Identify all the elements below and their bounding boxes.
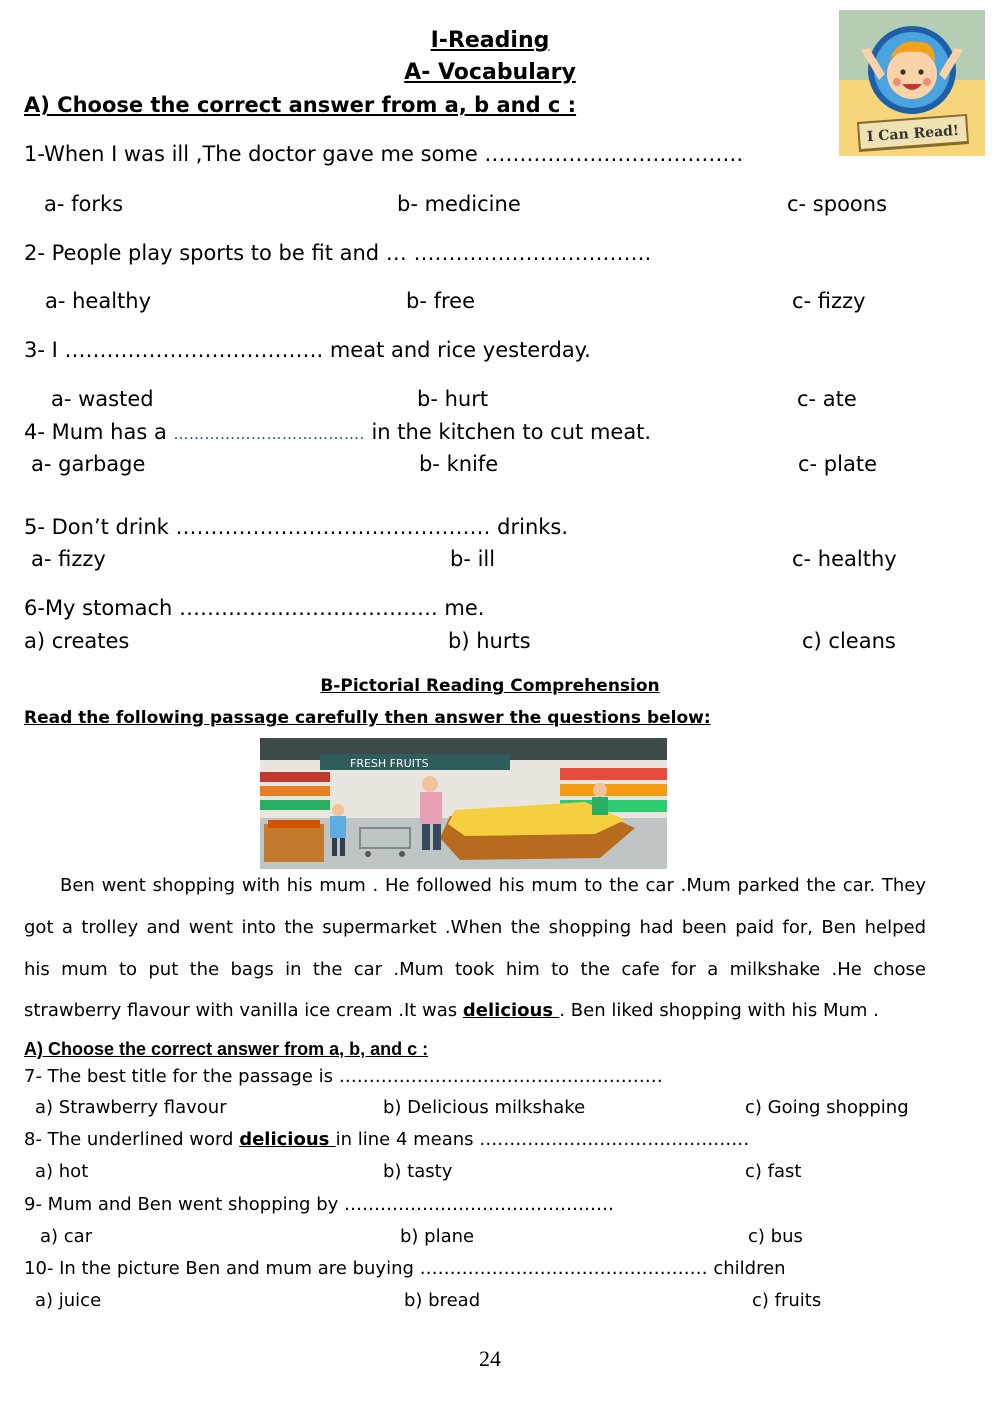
q8-option-b[interactable]: b) tasty — [383, 1161, 453, 1182]
q2-option-a[interactable]: a- healthy — [45, 289, 152, 313]
q9-option-a[interactable]: a) car — [40, 1226, 93, 1247]
part-b-instruction: Read the following passage carefully then answer the questions below: — [24, 708, 711, 728]
supermarket-illustration — [260, 738, 667, 869]
q5-option-c[interactable]: c- healthy — [792, 547, 897, 571]
q4-text-start: 4- Mum has a — [24, 420, 174, 444]
part-b-title: B-Pictorial Reading Comprehension — [320, 676, 660, 696]
question-2: 2- People play sports to be fit and … ……………………………. — [24, 241, 652, 265]
reading-kid-icon — [839, 10, 985, 156]
question-9: 9- Mum and Ben went shopping by ……………………………………… — [24, 1194, 614, 1215]
i-can-read-logo — [839, 10, 985, 156]
q3-option-a[interactable]: a- wasted — [51, 387, 154, 411]
question-6: 6-My stomach ………………………………. me. — [24, 596, 485, 620]
supermarket-picture — [260, 738, 667, 869]
q1-option-a[interactable]: a- forks — [44, 192, 124, 216]
q2-option-b[interactable]: b- free — [406, 289, 475, 313]
q9-option-c[interactable]: c) bus — [748, 1226, 803, 1247]
page-number: 24 — [479, 1346, 501, 1371]
passage-line-4-start: strawberry flavour with vanilla ice cream .It was — [24, 1000, 463, 1021]
question-4 — [24, 420, 651, 444]
underlined-word-delicious: delicious — [462, 1000, 560, 1021]
q4-option-a[interactable]: a- garbage — [31, 452, 146, 476]
vocab-instruction: A) Choose the correct answer from a, b and c : — [24, 93, 577, 117]
q9-option-b[interactable]: b) plane — [400, 1226, 475, 1247]
page-title: I-Reading — [430, 28, 550, 53]
q4-option-b[interactable]: b- knife — [419, 452, 499, 476]
q4-option-c[interactable]: c- plate — [798, 452, 877, 476]
q5-option-a[interactable]: a- fizzy — [31, 547, 106, 571]
q5-option-b[interactable]: b- ill — [450, 547, 496, 571]
q8-text-end: in line 4 means ……………………………………… — [335, 1129, 750, 1150]
q8-option-c[interactable]: c) fast — [745, 1161, 802, 1182]
q1-option-b[interactable]: b- medicine — [397, 192, 521, 216]
q4-text-end: in the kitchen to cut meat. — [364, 420, 652, 444]
q7-option-b[interactable]: b) Delicious milkshake — [383, 1097, 586, 1118]
passage-line-3 — [24, 959, 926, 980]
q8-underlined-word: delicious — [239, 1129, 336, 1150]
q6-option-b[interactable]: b) hurts — [448, 629, 531, 653]
q2-option-c[interactable]: c- fizzy — [792, 289, 866, 313]
passage-line-4-end: . Ben liked shopping with his Mum . — [559, 1000, 879, 1021]
q1-option-c[interactable]: c- spoons — [787, 192, 888, 216]
passage-line-2-text: got a trolley and went into the supermarket .When the shopping had been paid for, Ben helped — [24, 917, 926, 938]
question-1: 1-When I was ill ,The doctor gave me some ………………………………. — [24, 142, 744, 166]
q7-option-a[interactable]: a) Strawberry flavour — [35, 1097, 227, 1118]
q8-text-start: 8- The underlined word — [24, 1129, 240, 1150]
question-7: 7- The best title for the passage is ……………………………………………… — [24, 1066, 663, 1087]
q7-option-c[interactable]: c) Going shopping — [745, 1097, 909, 1118]
q10-option-b[interactable]: b) bread — [404, 1290, 481, 1311]
logo-text: I Can Read! — [866, 122, 960, 146]
q10-option-c[interactable]: c) fruits — [752, 1290, 822, 1311]
question-3: 3- I ………………………………. meat and rice yesterday. — [24, 338, 591, 362]
q3-option-c[interactable]: c- ate — [797, 387, 857, 411]
section-subtitle: A- Vocabulary — [404, 60, 576, 85]
q6-option-a[interactable]: a) creates — [24, 629, 130, 653]
q4-blank: ………………………………. — [173, 425, 365, 443]
passage-line-2 — [24, 917, 926, 938]
fresh-fruits-sign: FRESH FRUITS — [350, 757, 429, 770]
q10-option-a[interactable]: a) juice — [35, 1290, 102, 1311]
question-5: 5- Don’t drink ……………………………………… drinks. — [24, 515, 569, 539]
passage-line-3-text: his mum to put the bags in the car .Mum took him to the cafe for a milkshake .He chose — [24, 959, 926, 980]
question-10: 10- In the picture Ben and mum are buying ………………………………………… children — [24, 1258, 786, 1279]
q3-option-b[interactable]: b- hurt — [417, 387, 489, 411]
question-8 — [24, 1129, 749, 1150]
passage-line-1 — [24, 875, 926, 896]
passage-line-1-text: Ben went shopping with his mum . He followed his mum to the car .Mum parked the car. They — [60, 875, 926, 896]
passage-line-4 — [24, 1000, 879, 1021]
q8-option-a[interactable]: a) hot — [35, 1161, 89, 1182]
comprehension-instruction: A) Choose the correct answer from a, b, and c : — [24, 1039, 429, 1059]
q6-option-c[interactable]: c) cleans — [802, 629, 896, 653]
